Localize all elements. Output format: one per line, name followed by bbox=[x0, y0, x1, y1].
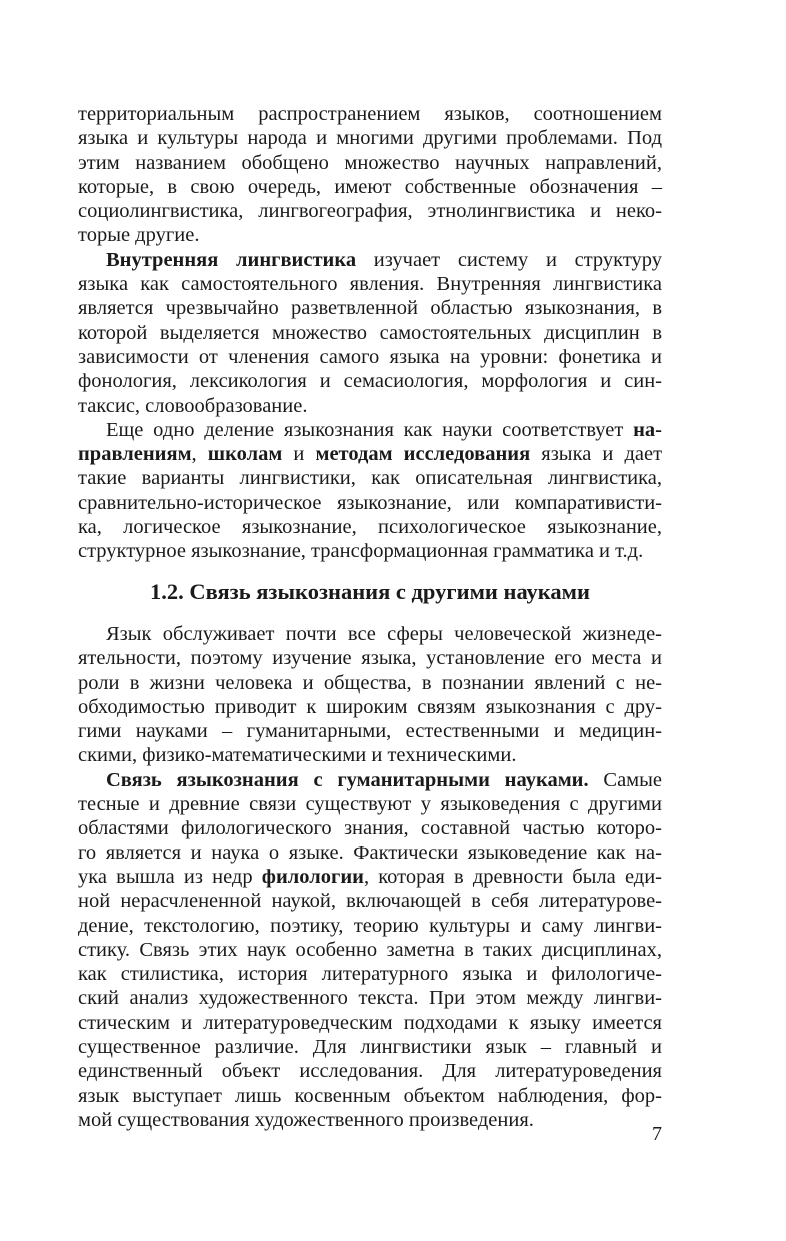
text-line: скими, физико-математическими и техническими. bbox=[78, 744, 517, 767]
page-text-top bbox=[78, 102, 662, 564]
text-line: стику. Связь этих наук особенно заметна в таких дисциплинах, bbox=[78, 938, 662, 961]
paragraph-first-line bbox=[78, 768, 662, 792]
text-span: и bbox=[293, 443, 305, 466]
text-line: зависимости от членения самого языка на уровни: фонетика и bbox=[78, 345, 662, 368]
text-line: территориальным распространением языков, соотношением bbox=[78, 103, 662, 125]
text-line: единственный объект исследования. Для литературоведения bbox=[78, 1060, 662, 1083]
term-internal-linguistics: Внутренняя лингвистика bbox=[106, 248, 357, 271]
text-line: язык выступает лишь косвенным объектом наблюдения, фор- bbox=[78, 1084, 662, 1107]
text-line: таксис, словообразование. bbox=[78, 394, 308, 417]
text-line: является чрезвычайно разветвленной областью языкознания, в bbox=[78, 297, 662, 320]
text-line: ятельности, поэтому изучение языка, установление его места и bbox=[78, 647, 662, 670]
text-line: ский анализ художественного текста. При этом между лингви- bbox=[78, 987, 662, 1010]
text-line: роли в жизни человека и общества, в познании явлений с не- bbox=[78, 671, 662, 694]
text-line: существенное различие. Для лингвистики язык – главный и bbox=[78, 1036, 662, 1059]
text-line: фонология, лексикология и семасиология, морфология и син- bbox=[78, 370, 662, 393]
text-line: сравнительно-историческое языкознание, или компаративисти- bbox=[78, 491, 662, 514]
text-line: как стилистика, история литературного языка и филологиче- bbox=[78, 963, 662, 986]
text-line: которые, в свою очередь, имеют собственные обозначения – bbox=[78, 175, 662, 198]
term-research-methods: методам исследования bbox=[315, 443, 531, 466]
term-directions-part2: правлениям bbox=[78, 443, 192, 466]
text-line: ной нерасчлененной наукой, включающей в себя литературове- bbox=[78, 890, 662, 913]
paragraph-first-line bbox=[78, 248, 662, 272]
term-schools: школам bbox=[207, 443, 283, 466]
text-line: такие варианты лингвистики, как описательная лингвистика, bbox=[78, 467, 662, 490]
text-line: языка как самостоятельного явления. Внутренняя лингвистика bbox=[78, 273, 662, 296]
text-line: стическим и литературоведческим подходами к языку имеется bbox=[78, 1011, 662, 1034]
text-line: торые другие. bbox=[78, 224, 200, 247]
text-line: гими науками – гуманитарными, естественными и медицин- bbox=[78, 720, 662, 743]
section-heading: 1.2. Связь языкознания с другими науками bbox=[150, 579, 590, 604]
text-line bbox=[78, 865, 662, 889]
text-line: Язык обслуживает почти все сферы человеческой жизнеде- bbox=[106, 623, 662, 645]
text-line: го является и наука о языке. Фактически языковедение как на- bbox=[78, 841, 662, 864]
text-line: этим названием обобщено множество научных направлений, bbox=[78, 151, 662, 174]
term-philology: филологии bbox=[261, 865, 364, 888]
text-span: ука вышла из недр bbox=[78, 865, 253, 888]
term-humanities-link: Связь языкознания с гуманитарными науками. bbox=[106, 768, 589, 791]
text-line: социолингвистика, лингвогеография, этнолингвистика и неко- bbox=[78, 200, 662, 223]
page-number: 7 bbox=[652, 1123, 662, 1145]
text-line: языка и культуры народа и многими другими проблемами. Под bbox=[78, 127, 662, 150]
text-line: тесные и древние связи существуют у языковедения с другими bbox=[78, 793, 662, 816]
text-line: обходимостью приводит к широким связям языкознания с дру- bbox=[78, 695, 662, 718]
paragraph-first-line bbox=[78, 418, 662, 442]
text-line: дение, текстологию, поэтику, теорию культуры и саму лингви- bbox=[78, 914, 662, 937]
text-span: изучает систему и структуру bbox=[373, 248, 662, 271]
text-line: мой существования художественного произведения. bbox=[78, 1108, 534, 1131]
text-line: областями филологического знания, составной частью которо- bbox=[78, 817, 662, 840]
text-span: языка и дает bbox=[541, 443, 663, 466]
text-line: структурное языкознание, трансформационная грамматика и т.д. bbox=[78, 540, 644, 563]
text-line: ка, логическое языкознание, психологическое языкознание, bbox=[78, 516, 662, 539]
text-line bbox=[78, 442, 662, 466]
page-text-bottom bbox=[78, 622, 662, 1132]
text-span: Еще одно деление языкознания как науки соответствует bbox=[106, 418, 624, 441]
text-span: , которая в древности была еди- bbox=[363, 865, 662, 888]
text-span: , bbox=[191, 443, 197, 466]
text-line: которой выделяется множество самостоятельных дисциплин в bbox=[78, 321, 662, 344]
text-span: Самые bbox=[603, 768, 663, 791]
term-directions-part1: на- bbox=[633, 418, 662, 441]
